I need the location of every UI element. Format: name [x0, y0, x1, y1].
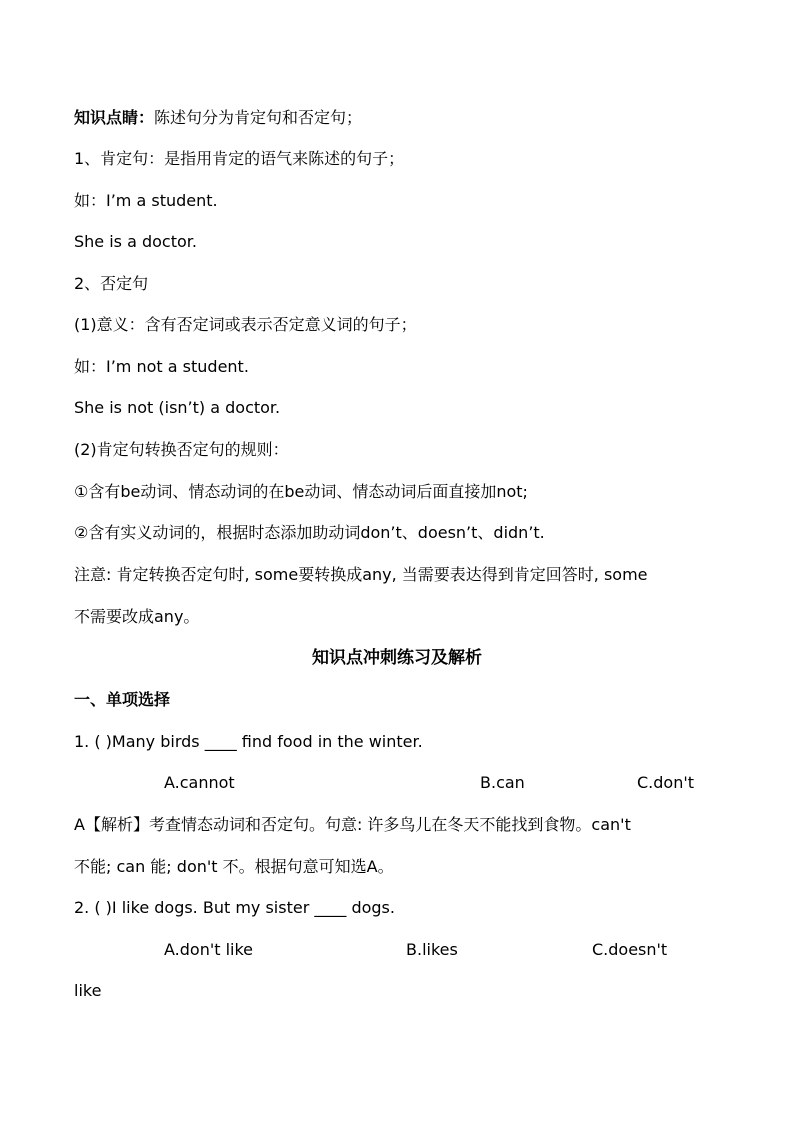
question-2-stem: 2. ( )I like dogs. But my sister ____ dogs. [74, 898, 395, 917]
question-1-stem: 1. ( )Many birds ____ find food in the winter. [74, 732, 423, 751]
negative-meaning: (1)意义：含有否定词或表示否定意义词的句子； [74, 315, 417, 334]
negative-example-1: 如：I’m not a student. [74, 357, 249, 376]
question-1-option-b: B.can [480, 773, 525, 792]
question-1-option-a: A.cannot [164, 773, 235, 792]
conversion-rules-heading: (2)肯定句转换否定句的规则： [74, 440, 289, 459]
negative-example-2: She is not (isn’t) a doctor. [74, 398, 281, 417]
note-line-2: 不需要改成any。 [74, 607, 200, 626]
question-1-explanation-2: 不能; can 能; don't 不。根据句意可知选A。 [74, 857, 394, 876]
note-line-1: 注意: 肯定转换否定句时, some要转换成any, 当需要表达得到肯定回答时, some [74, 565, 648, 584]
affirmative-example-2: She is a doctor. [74, 232, 197, 251]
negative-heading: 2、否定句 [74, 274, 149, 293]
practice-title: 知识点冲刺练习及解析 [312, 648, 482, 668]
question-2-option-c-continued: like [74, 981, 102, 1000]
knowledge-heading-label: 知识点睛： [74, 108, 155, 127]
affirmative-example-1: 如：I’m a student. [74, 191, 218, 210]
rule-2: ②含有实义动词的，根据时态添加助动词don’t、doesn’t、didn’t. [74, 523, 545, 542]
knowledge-heading [74, 107, 734, 129]
section-heading: 一、单项选择 [74, 690, 171, 709]
question-2-option-b: B.likes [406, 940, 458, 959]
knowledge-heading-text: 陈述句分为肯定句和否定句； [154, 108, 363, 127]
question-2-option-a: A.don't like [164, 940, 254, 959]
question-2-option-c: C.doesn't [592, 940, 668, 959]
question-1-explanation-1: A【解析】考查情态动词和否定句。句意: 许多鸟儿在冬天不能找到食物。can't [74, 815, 631, 834]
affirmative-definition: 1、肯定句：是指用肯定的语气来陈述的句子； [74, 149, 405, 168]
question-1-option-c: C.don't [637, 773, 695, 792]
rule-1: ①含有be动词、情态动词的在be动词、情态动词后面直接加not; [74, 482, 528, 501]
